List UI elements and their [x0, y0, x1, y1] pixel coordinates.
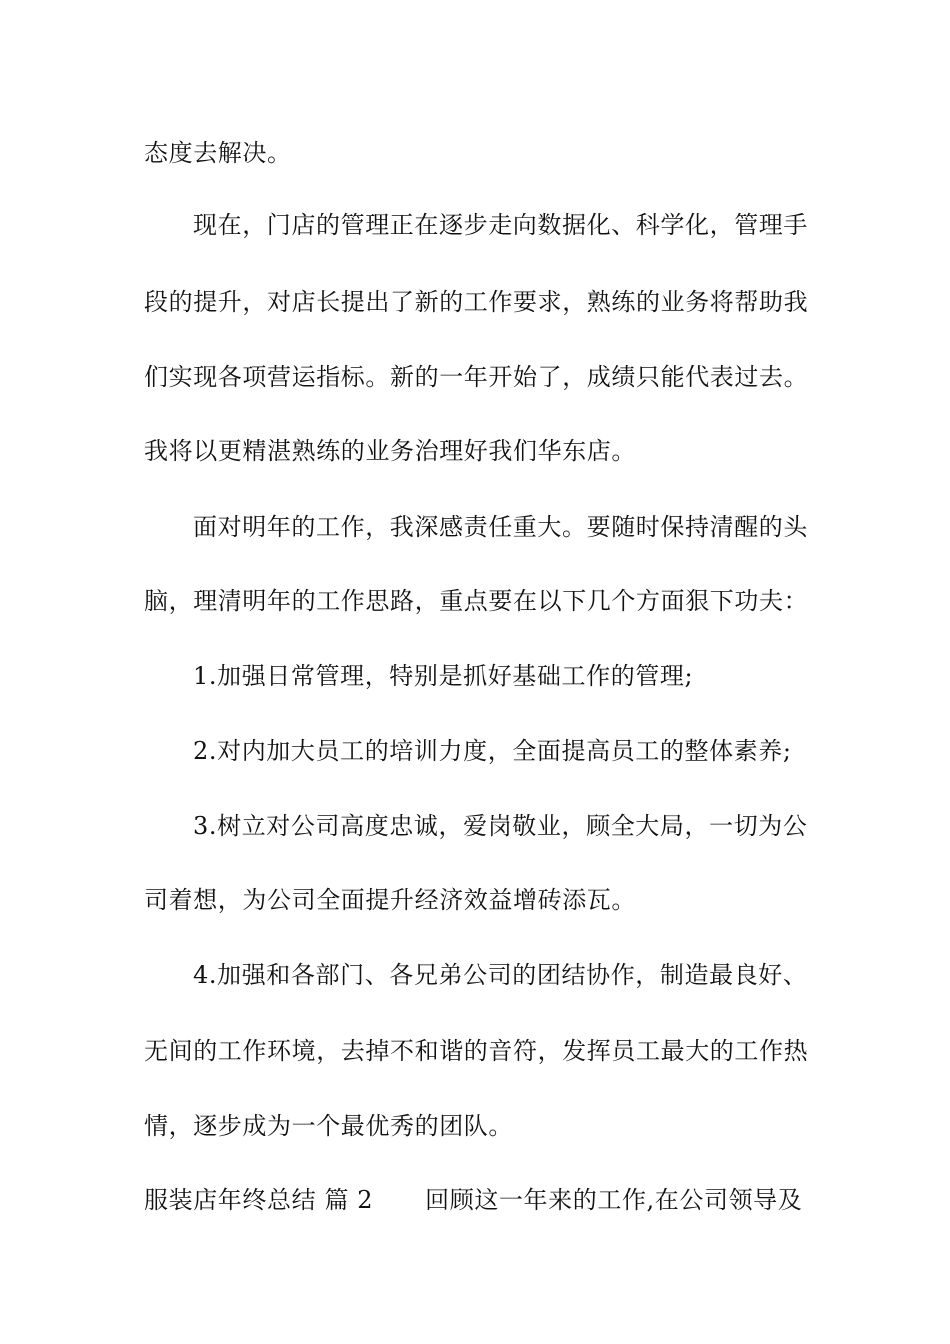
paragraph-line: 态度去解决。: [144, 139, 292, 167]
paragraph-line: 现在，门店的管理正在逐步走向数据化、科学化，管理手: [193, 211, 808, 239]
list-item-continuation: 司着想，为公司全面提升经济效益增砖添瓦。: [144, 886, 636, 914]
paragraph-line: 段的提升，对店长提出了新的工作要求，熟练的业务将帮助我: [144, 288, 809, 316]
paragraph-line: 脑，理清明年的工作思路，重点要在以下几个方面狠下功夫：: [144, 587, 809, 615]
section-title: 服装店年终总结: [144, 1186, 317, 1214]
section-heading-line: [144, 1184, 814, 1216]
paragraph-line: 们实现各项营运指标。新的一年开始了，成绩只能代表过去。: [144, 363, 809, 391]
list-item: 3.树立对公司高度忠诚，爱岗敬业，顾全大局，一切为公: [193, 812, 808, 840]
list-item-continuation: 无间的工作环境，去掉不和谐的音符，发挥员工最大的工作热: [144, 1037, 809, 1065]
section-intro-text: 回顾这一年来的工作,在公司领导及: [425, 1186, 803, 1214]
paragraph-line: 我将以更精湛熟练的业务治理好我们华东店。: [144, 437, 636, 465]
list-item: 2.对内加大员工的培训力度，全面提高员工的整体素养;: [193, 737, 792, 765]
list-item-continuation: 情，逐步成为一个最优秀的团队。: [144, 1112, 513, 1140]
section-number: 篇 2: [324, 1186, 374, 1214]
list-item: 4.加强和各部门、各兄弟公司的团结协作，制造最良好、: [193, 961, 808, 989]
list-item: 1.加强日常管理，特别是抓好基础工作的管理;: [193, 662, 694, 690]
paragraph-line: 面对明年的工作，我深感责任重大。要随时保持清醒的头: [193, 513, 808, 541]
